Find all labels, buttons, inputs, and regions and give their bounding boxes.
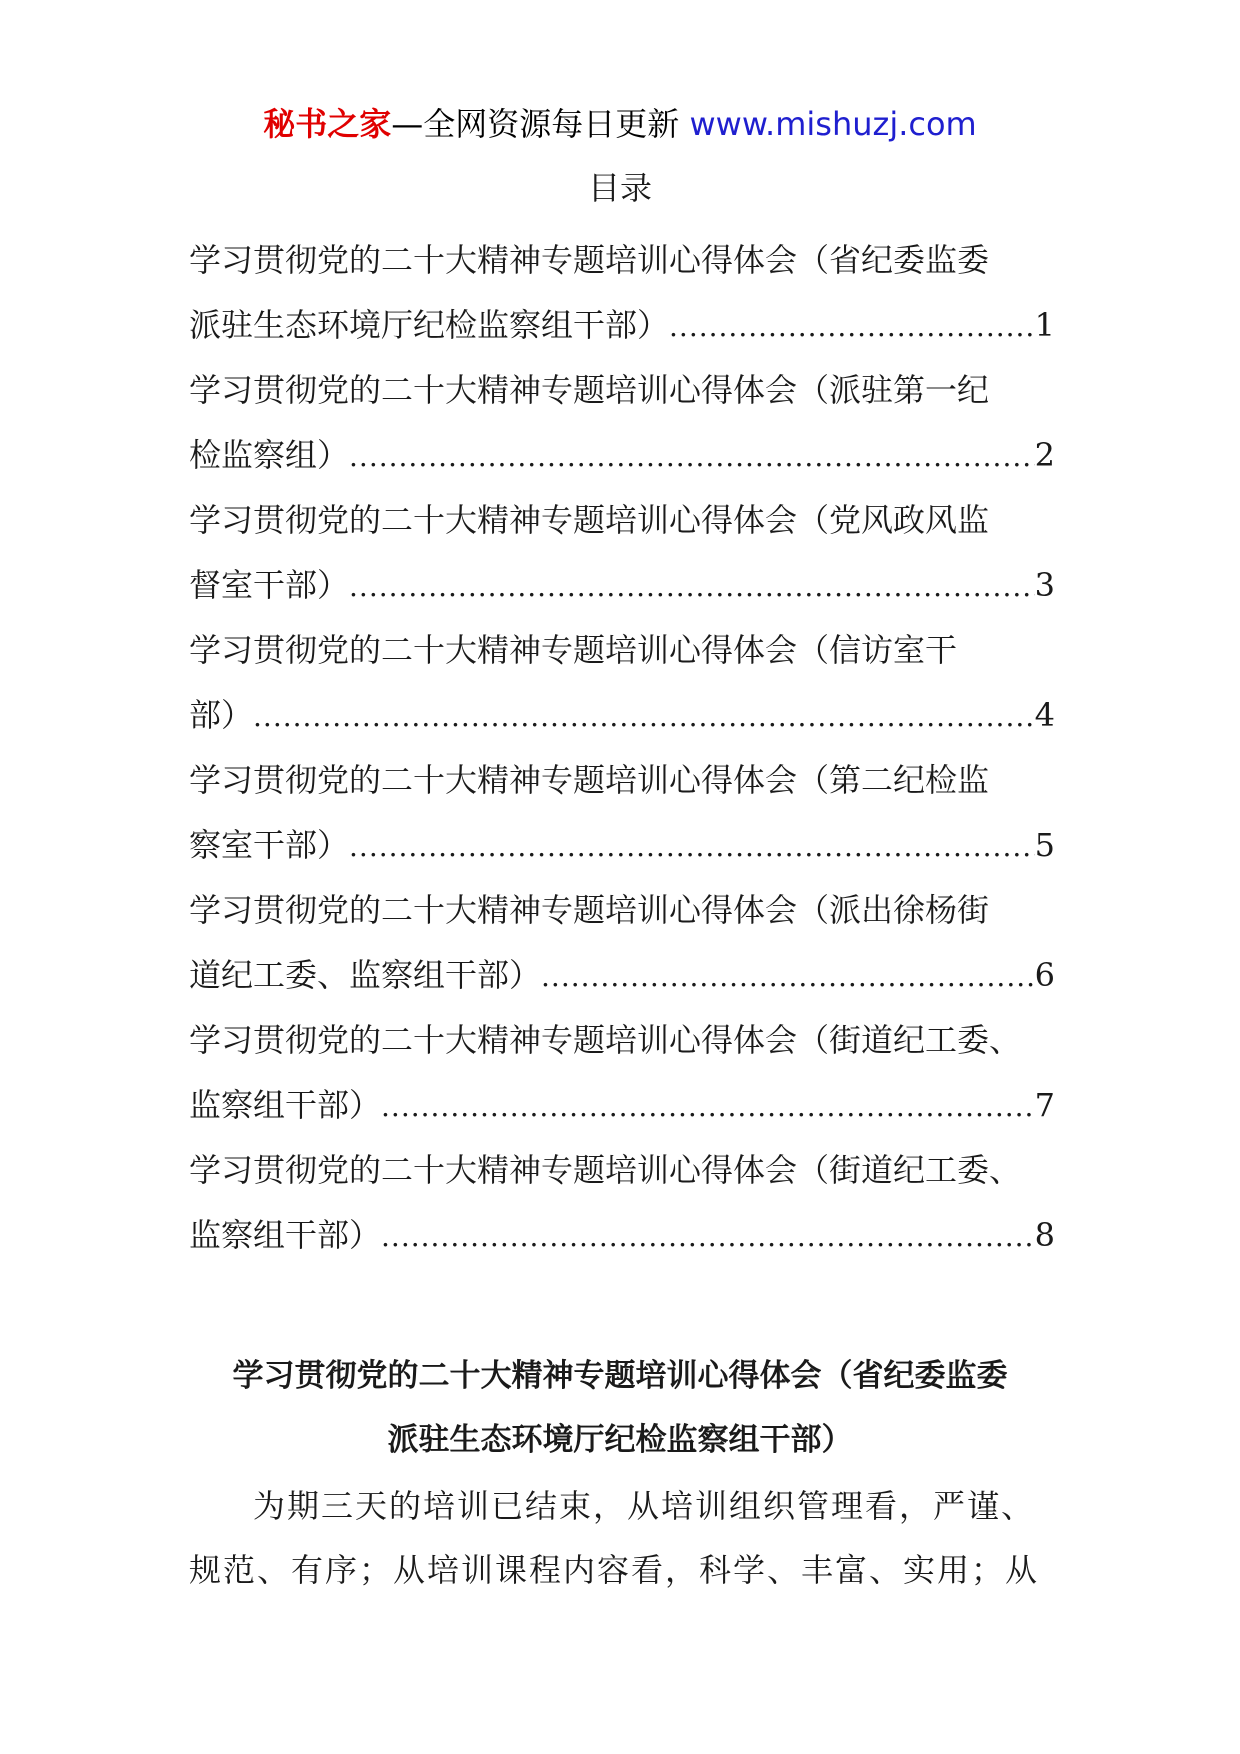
toc-title: 目录 xyxy=(587,169,652,207)
section-title xyxy=(160,1344,1080,1472)
toc-dot-leader xyxy=(669,294,1035,359)
toc-entry[interactable] xyxy=(189,228,1055,358)
table-of-contents xyxy=(189,228,1055,1268)
body-paragraph-line: 为期三天的培训已结束，从培训组织管理看，严谨、 xyxy=(253,1487,1036,1525)
toc-page-number: 2 xyxy=(1034,436,1055,474)
toc-page-number: 1 xyxy=(1034,306,1055,344)
section-title-line: 学习贯彻党的二十大精神专题培训心得体会（省纪委监委 xyxy=(232,1358,1008,1394)
toc-entry-title: 学习贯彻党的二十大精神专题培训心得体会（街道纪工委、 xyxy=(189,1021,1022,1059)
toc-entry[interactable] xyxy=(189,748,1055,878)
toc-dot-leader xyxy=(541,944,1035,1009)
toc-dot-leader xyxy=(381,1074,1035,1139)
toc-entry[interactable] xyxy=(189,358,1055,488)
toc-page-number: 8 xyxy=(1034,1216,1055,1254)
toc-entry-title-cont: 监察组干部） xyxy=(189,1216,382,1254)
toc-entry-title: 学习贯彻党的二十大精神专题培训心得体会（信访室干 xyxy=(189,631,958,669)
toc-entry-title: 学习贯彻党的二十大精神专题培训心得体会（派出徐杨街 xyxy=(189,891,990,929)
toc-dot-leader xyxy=(349,814,1035,879)
toc-entry-title: 学习贯彻党的二十大精神专题培训心得体会（党风政风监 xyxy=(189,501,990,539)
toc-page-number: 4 xyxy=(1034,696,1055,734)
section-title-line: 派驻生态环境厅纪检监察组干部） xyxy=(387,1422,853,1458)
toc-page-number: 3 xyxy=(1034,566,1055,604)
toc-page-number: 7 xyxy=(1034,1086,1055,1124)
toc-entry-title: 学习贯彻党的二十大精神专题培训心得体会（第二纪检监 xyxy=(189,761,990,799)
toc-dot-leader xyxy=(349,424,1035,489)
toc-entry[interactable] xyxy=(189,878,1055,1008)
toc-entry-title: 学习贯彻党的二十大精神专题培训心得体会（派驻第一纪 xyxy=(189,371,990,409)
toc-dot-leader xyxy=(381,1204,1035,1269)
toc-entry-title-cont: 部） xyxy=(189,696,254,734)
toc-entry[interactable] xyxy=(189,488,1055,618)
section-body xyxy=(189,1474,1055,1602)
site-header xyxy=(0,100,1240,148)
toc-entry[interactable] xyxy=(189,1138,1055,1268)
toc-entry-title-cont: 派驻生态环境厅纪检监察组干部） xyxy=(189,306,670,344)
toc-page-number: 5 xyxy=(1034,826,1055,864)
toc-entry-title-cont: 监察组干部） xyxy=(189,1086,382,1124)
toc-entry[interactable] xyxy=(189,1008,1055,1138)
site-url-link[interactable]: www.mishuzj.com xyxy=(689,105,977,143)
toc-entry-title: 学习贯彻党的二十大精神专题培训心得体会（省纪委监委 xyxy=(189,241,990,279)
toc-entry-title-cont: 检监察组） xyxy=(189,436,350,474)
toc-page-number: 6 xyxy=(1034,956,1055,994)
toc-entry-title-cont: 察室干部） xyxy=(189,826,350,864)
toc-entry[interactable] xyxy=(189,618,1055,748)
site-brand: 秘书之家 xyxy=(263,105,392,143)
toc-entry-title: 学习贯彻党的二十大精神专题培训心得体会（街道纪工委、 xyxy=(189,1151,1022,1189)
body-paragraph-line: 规范、有序；从培训课程内容看，科学、丰富、实用；从 xyxy=(189,1551,1040,1589)
toc-dot-leader xyxy=(253,684,1035,749)
toc-entry-title-cont: 道纪工委、监察组干部） xyxy=(189,956,542,994)
site-slogan: —全网资源每日更新 xyxy=(391,105,680,143)
toc-entry-title-cont: 督室干部） xyxy=(189,566,350,604)
toc-dot-leader xyxy=(349,554,1035,619)
